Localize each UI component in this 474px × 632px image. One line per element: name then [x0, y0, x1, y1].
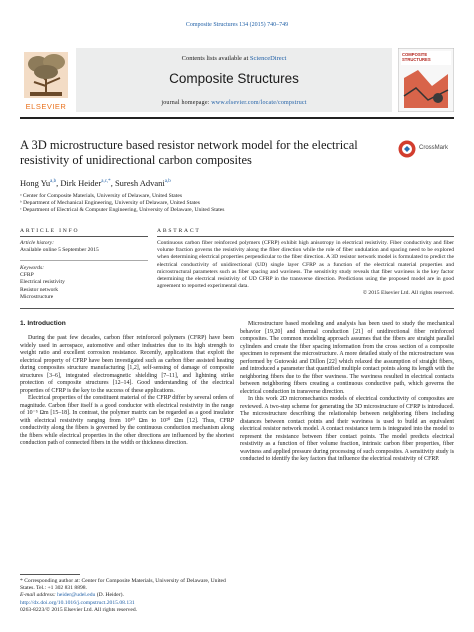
corresponding-author-note: * Corresponding author at: Center for Composite Materials, University of Delaware, United States. Tel.: +1 302 831 8898. [20, 578, 226, 591]
footnotes [20, 578, 234, 599]
keywords-block [20, 265, 148, 301]
author-list [20, 178, 171, 188]
elsevier-logo[interactable] [20, 50, 72, 112]
keywords-rule [20, 260, 148, 261]
crossmark-icon [398, 140, 416, 158]
history-date: Available online 5 September 2015 [20, 247, 99, 253]
keyword-item: Resistor network [20, 286, 59, 293]
author-affiliation-marker[interactable]: a,c,* [101, 179, 111, 185]
right-column [240, 321, 454, 464]
journal-cover-thumbnail[interactable] [398, 48, 454, 112]
issn-line: 0263-8223/© 2015 Elsevier Ltd. All rights reserved. [20, 607, 138, 613]
abstract-rule [157, 236, 454, 237]
left-column [20, 335, 234, 448]
paragraph: In this work 2D micromechanics models of electrical conductivity of composites are reviewed. A two-step scheme for generating the 3D microstructure of CFRP is introduced. The microstructure describing the relationship between neighboring fibers including distances between contact points and their waviness is used to build an equivalent electrical resistor network model. A contact resistance term is integrated into the model to represent the resistance between fiber contact points. The model predicts electrical resistivity as a function of fiber volume fraction, intrinsic carbon fiber properties, fiber waviness and applied pressure during processing of such composites. A sensitivity study is conducted to identify the key factors that influence the electrical resistivity of CFRP. [240, 396, 454, 462]
section-rule [20, 308, 454, 309]
article-title: A 3D microstructure based resistor network model for the electrical resistivity of unidirectional carbon composites [20, 138, 358, 167]
keywords-label: Keywords: [20, 265, 45, 271]
keyword-item: CFRP [20, 272, 34, 279]
homepage-link[interactable]: www.elsevier.com/locate/compstruct [211, 100, 307, 106]
journal-name: Composite Structures [169, 71, 299, 86]
elsevier-wordmark: ELSEVIER [25, 102, 67, 111]
paragraph: Microstructure based modeling and analysis has been used to study the mechanical behavior [19,20] and thermal conduction [21] of unidirectional fiber reinforced composites. The common modeling approach assumes that the fibers are straight parallel cylinders and create the fiber spacing information from the cross section of a composite specimen to represent the microstructure. A more detailed study of the microstructure was performed by Gutowski and Dillon [22] which relaxed the assumption of straight fibers, and introduced a parameter that quantified multiple contact points along its length with the neighboring fibers due to the fiber waviness. The waviness resulted in electrical contacts between neighboring fibers creating a continuous conductive path, which governs the electrical conduction in transverse direction. [240, 321, 454, 395]
sciencedirect-link[interactable]: ScienceDirect [249, 55, 287, 62]
crossmark-label: CrossMark [419, 145, 449, 151]
author-separator: , [110, 178, 115, 188]
affiliations [20, 193, 224, 214]
affiliation-a: ᵃ Center for Composite Materials, University of Delaware, United States [20, 193, 182, 199]
affiliation-c: ᶜ Department of Electrical & Computer Engineering, University of Delaware, United States [20, 207, 225, 213]
keyword-item: Electrical resistivity [20, 279, 65, 286]
homepage-line [76, 100, 392, 106]
author-name[interactable]: Dirk Heider [60, 178, 102, 188]
author-separator: , [56, 178, 61, 188]
abstract-heading: ABSTRACT [157, 228, 201, 234]
affiliation-b: ᵇ Department of Mechanical Engineering, University of Delaware, United States [20, 200, 200, 206]
author-affiliation-marker[interactable]: a,b [50, 179, 57, 185]
homepage-prefix: journal homepage: [161, 100, 212, 106]
article-info-heading: ARTICLE INFO [20, 228, 80, 234]
introduction-heading: 1. Introduction [20, 320, 66, 327]
author-name[interactable]: Suresh Advani [114, 178, 165, 188]
doi-block [20, 600, 234, 614]
doi-link[interactable]: http://dx.doi.org/10.1016/j.compstruct.2015.08.131 [20, 600, 135, 606]
article-info-rule [20, 236, 148, 237]
email-label: E-mail address: [20, 592, 58, 598]
email-link[interactable]: heider@udel.edu [57, 592, 96, 598]
paragraph: During the past few decades, carbon fiber reinforced polymers (CFRP) have been widely used in aerospace, automotive and other industries due to its high strength to weight ratio and excellent corrosion resistance. Recently, applications that exploit the electrical property of CFRP have been investigated such as carbon fiber assisted heating during composites structure manufacturing [1,2], self-sensing of damage of composite structures [3–6], integrated electromagnetic shielding [7–11], and lightning strike protection of composite structures [12–14]. Good understanding of the electrical properties of CFRP is the key to the success of these applications. [20, 335, 234, 394]
contents-prefix: Contents lists available at [181, 55, 250, 62]
abstract-body [157, 240, 454, 298]
email-note [20, 592, 234, 599]
abstract-copyright: © 2015 Elsevier Ltd. All rights reserved. [362, 290, 454, 297]
email-suffix: (D. Heider). [95, 592, 124, 598]
footnote-rule [20, 574, 80, 575]
article-history [20, 240, 148, 254]
cover-title: COMPOSITE STRUCTURES [402, 52, 431, 62]
abstract-text: Continuous carbon fiber reinforced polymers (CFRP) exhibit high anisotropy in electrical resistivity. Fiber conductivity and fiber volume fraction governs the resistivity along the fiber direction while the role of fiber undulation and spacing need to be explored when determining electrical properties perpendicular to the fiber direction. A 3D resistor network model is formulated to predict the electrical conductivity of unidirectional (UD) single layer CFRP as a function of the electrical material properties and microstructural parameters such as fiber spacing and waviness. The sensitivity study reveals that fiber waviness is the key factor determining the electrical resistivity of UD CFRP in the transverse direction. Predictions using the proposed model are in good agreement to reported experimental data. [157, 240, 454, 290]
author-name[interactable]: Hong Yu [20, 178, 51, 188]
citation-line[interactable]: Composite Structures 134 (2015) 740–749 [185, 22, 289, 28]
contents-line [76, 55, 392, 62]
crossmark-badge[interactable] [398, 139, 454, 159]
history-label: Article history: [20, 240, 55, 246]
paragraph: Electrical properties of the constituent material of the CFRP differ by several orders of magnitude. Carbon fiber itself is a good conductor with electrical resistivity in the range of 10⁻⁵ Ωm [15–18]. In contrast, the polymer matrix can be regarded as a good insulator with electrical resistivity ranging from 10¹⁰ Ωm to 10²⁰ Ωm [12]. Thus, CFRP conductivity along the fibers is governed by the continuous conduction mechanism along the fibers while electrical properties in the other directions are influenced by the shortest conduction path of connected fibers in the width or thickness direction. [20, 395, 234, 446]
header-rule [20, 117, 454, 119]
keyword-item: Microstructure [20, 293, 54, 300]
author-affiliation-marker[interactable]: a,b [164, 179, 171, 185]
